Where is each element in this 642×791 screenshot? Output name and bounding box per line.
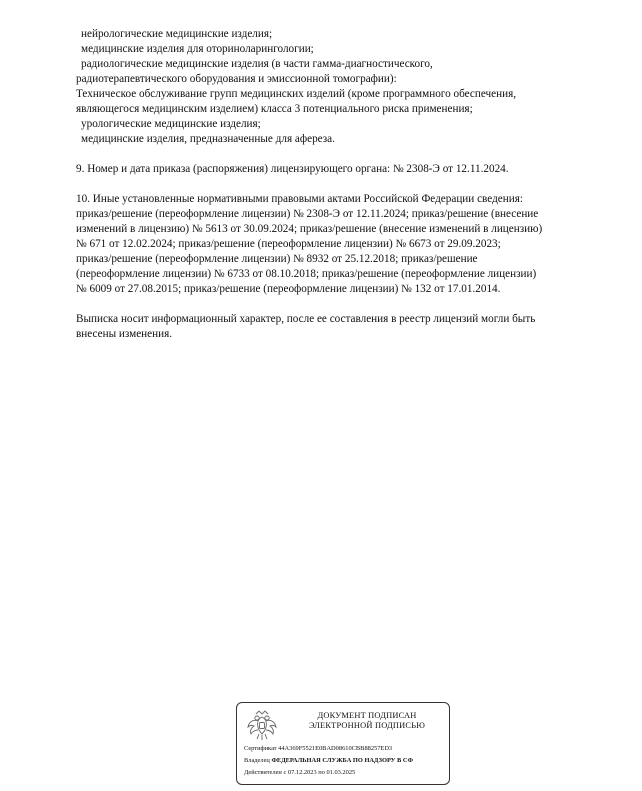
owner-row (244, 757, 413, 765)
list-item: радиологические медицинские изделия (в части гамма-диагностического, (81, 58, 433, 70)
stamp-title-line: ДОКУМЕНТ ПОДПИСАН (317, 711, 417, 720)
section-10-line: приказ/решение (переоформление лицензии) № 8932 от 25.12.2018; приказ/решение (76, 253, 478, 265)
russian-coat-of-arms-icon (246, 709, 278, 743)
stamp-title-line: ЭЛЕКТРОННОЙ ПОДПИСЬЮ (308, 721, 426, 730)
section-10-heading: 10. Иные установленные нормативными правовыми актами Российской Федерации сведения: (76, 193, 523, 205)
list-item: радиотерапевтического оборудования и эмиссионной томографии): (76, 73, 397, 85)
informational-note: Выписка носит информационный характер, после ее составления в реестр лицензий могли быть (76, 313, 536, 325)
owner-value: ФЕДЕРАЛЬНАЯ СЛУЖБА ПО НАДЗОРУ В СФ (271, 757, 413, 764)
validity-value: с 07.12.2023 по 01.03.2025 (283, 769, 356, 776)
section-10-line: (переоформление лицензии) № 6733 от 08.10.2018; приказ/решение (переоформление лицензии) (76, 268, 537, 280)
list-item: урологические медицинские изделия; (81, 118, 261, 130)
section-10-line: изменений в лицензию) № 5613 от 30.09.2024; приказ/решение (внесение изменений в лицензию) (76, 223, 543, 235)
section-10-line: приказ/решение (переоформление лицензии) № 2308-Э от 12.11.2024; приказ/решение (внесение (76, 208, 539, 220)
section-10-line: № 671 от 12.02.2024; приказ/решение (переоформление лицензии) № 6673 от 29.09.2023; (76, 238, 501, 250)
section-9-order: 9. Номер и дата приказа (распоряжения) лицензирующего органа: № 2308-Э от 12.11.2024. (76, 163, 509, 175)
electronic-signature-stamp (236, 702, 450, 785)
validity-label: Действителен (244, 769, 282, 776)
list-item: медицинские изделия, предназначенные для афереза. (81, 133, 335, 145)
list-item: нейрологические медицинские изделия; (81, 28, 273, 40)
list-item: являющегося медицинским изделием) класса 3 потенциального риска применения; (76, 103, 473, 115)
section-10-line: № 6009 от 27.08.2015; приказ/решение (переоформление лицензии) № 132 от 17.01.2014. (76, 283, 501, 295)
owner-label: Владелец (244, 757, 270, 764)
list-item: Техническое обслуживание групп медицинских изделий (кроме программного обеспечения, (76, 88, 517, 100)
stamp-title (297, 711, 437, 731)
certificate-label: Сертификат (244, 745, 277, 752)
informational-note: внесены изменения. (76, 328, 173, 340)
list-item: медицинские изделия для оториноларингологии; (81, 43, 314, 55)
validity-row (244, 769, 355, 777)
certificate-row (244, 745, 392, 753)
certificate-value: 44A369F5521E0BAD08610CBB88257ED3 (278, 745, 393, 752)
